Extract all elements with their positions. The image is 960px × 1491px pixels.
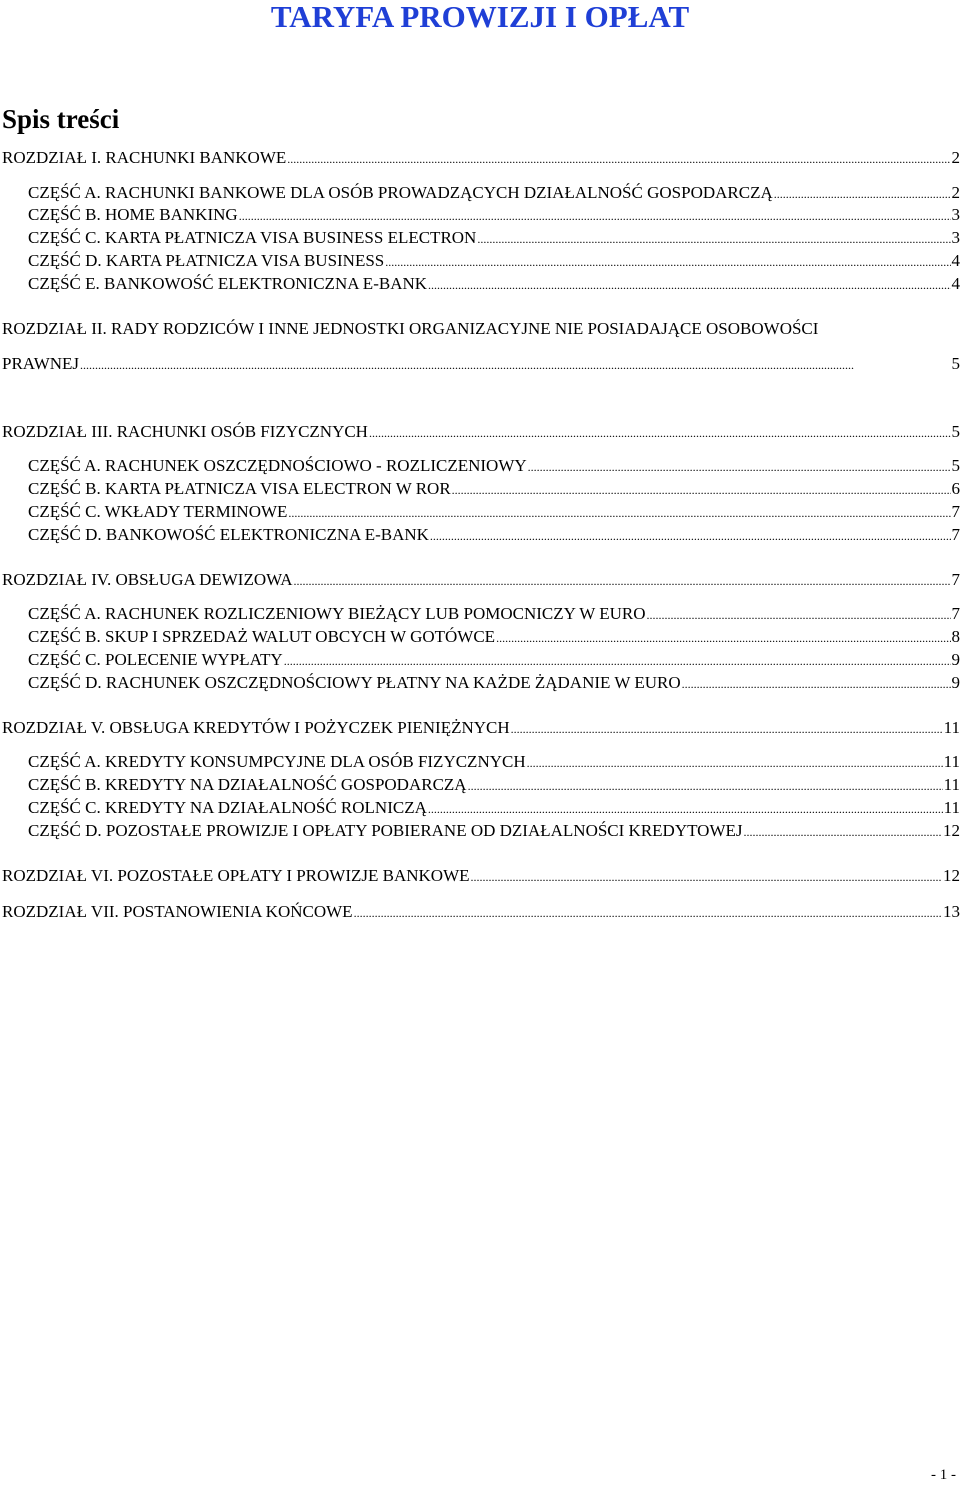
toc-entry-label: CZĘŚĆ B. SKUP I SPRZEDAŻ WALUT OBCYCH W GOTÓWCE — [28, 627, 496, 646]
toc-entry-label: CZĘŚĆ D. BANKOWOŚĆ ELEKTRONICZNA E-BANK — [28, 525, 429, 544]
toc-entry-label: ROZDZIAŁ VII. POSTANOWIENIA KOŃCOWE — [2, 902, 353, 921]
toc-leader-dots — [682, 673, 951, 694]
toc-entry-page: 5 — [951, 456, 960, 475]
toc-entry-page: 11 — [943, 752, 960, 771]
toc-leader-dots — [468, 775, 943, 796]
toc-entry-page: 11 — [943, 798, 960, 817]
toc-entry-page: 12 — [943, 866, 960, 885]
document-title: TARYFA PROWIZJI I OPŁAT — [270, 0, 690, 34]
toc-heading: Spis treści — [2, 104, 120, 134]
toc-entry-page: 4 — [951, 251, 960, 270]
toc-entry-rozdzial-2-line1[interactable]: ROZDZIAŁ II. RADY RODZICÓW I INNE JEDNOSTKI ORGANIZACYJNE NIE POSIADAJĄCE OSOBOWOŚCI — [2, 319, 819, 338]
toc-entry-label: CZĘŚĆ D. POZOSTAŁE PROWIZJE I OPŁATY POBIERANE OD DZIAŁALNOŚCI KREDYTOWEJ — [28, 821, 743, 840]
page-number: - 1 - — [931, 1467, 956, 1483]
toc-entry-r4-czesc-c[interactable] — [28, 650, 960, 671]
toc-entry-page: 3 — [951, 205, 960, 224]
toc-entry-r1-czesc-a[interactable] — [28, 183, 960, 204]
toc-entry-r5-czesc-a[interactable] — [28, 752, 960, 773]
toc-entry-label: CZĘŚĆ A. RACHUNEK OSZCZĘDNOŚCIOWO - ROZLICZENIOWY — [28, 456, 527, 475]
toc-leader-dots — [744, 821, 942, 842]
toc-entry-rozdzial-4[interactable] — [2, 570, 960, 591]
toc-entry-label: CZĘŚĆ D. KARTA PŁATNICZA VISA BUSINESS — [28, 251, 385, 270]
toc-entry-page: 13 — [943, 902, 960, 921]
toc-leader-dots — [294, 570, 951, 591]
toc-entry-rozdzial-5[interactable] — [2, 718, 960, 739]
toc-entry-label: PRAWNEJ — [2, 354, 80, 373]
toc-entry-page: 3 — [951, 228, 960, 247]
toc-entry-r5-czesc-b[interactable] — [28, 775, 960, 796]
toc-leader-dots — [284, 650, 951, 671]
toc-entry-label: CZĘŚĆ E. BANKOWOŚĆ ELEKTRONICZNA E-BANK — [28, 274, 428, 293]
toc-entry-label: CZĘŚĆ D. RACHUNEK OSZCZĘDNOŚCIOWY PŁATNY NA KAŻDE ŻĄDANIE W EURO — [28, 673, 681, 692]
toc-leader-dots — [528, 456, 951, 477]
toc-entry-page: 5 — [951, 422, 960, 441]
toc-entry-label: CZĘŚĆ B. HOME BANKING — [28, 205, 238, 224]
toc-entry-page: 6 — [951, 479, 960, 498]
toc-entry-page: 7 — [951, 502, 960, 521]
toc-entry-r5-czesc-d[interactable] — [28, 821, 960, 842]
toc-entry-label: CZĘŚĆ A. KREDYTY KONSUMPCYJNE DLA OSÓB FIZYCZNYCH — [28, 752, 526, 771]
toc-entry-label: CZĘŚĆ A. RACHUNEK ROZLICZENIOWY BIEŻĄCY LUB POMOCNICZY W EURO — [28, 604, 646, 623]
toc-entry-page: 7 — [951, 604, 960, 623]
toc-entry-page: 8 — [951, 627, 960, 646]
toc-entry-r3-czesc-c[interactable] — [28, 502, 960, 523]
toc-entry-page: 7 — [951, 570, 960, 589]
toc-entry-label: CZĘŚĆ A. RACHUNKI BANKOWE DLA OSÓB PROWADZĄCYCH DZIAŁALNOŚĆ GOSPODARCZĄ — [28, 183, 773, 202]
toc-entry-page: 12 — [943, 821, 960, 840]
toc-entry-label: CZĘŚĆ B. KREDYTY NA DZIAŁALNOŚĆ GOSPODARCZĄ — [28, 775, 467, 794]
toc-leader-dots — [471, 866, 942, 887]
toc-entry-r1-czesc-b[interactable] — [28, 205, 960, 226]
toc-leader-dots — [369, 422, 951, 443]
toc-entry-r4-czesc-b[interactable] — [28, 627, 960, 648]
toc-leader-dots — [647, 604, 951, 625]
toc-entry-r1-czesc-d[interactable] — [28, 251, 960, 272]
toc-leader-dots — [354, 902, 942, 923]
toc-entry-label: ROZDZIAŁ III. RACHUNKI OSÓB FIZYCZNYCH — [2, 422, 368, 441]
toc-entry-page: 11 — [943, 775, 960, 794]
toc-leader-dots — [477, 228, 950, 249]
toc-leader-dots — [496, 627, 950, 648]
toc-leader-dots — [288, 502, 950, 523]
toc-entry-label: ROZDZIAŁ VI. POZOSTAŁE OPŁATY I PROWIZJE BANKOWE — [2, 866, 470, 885]
toc-entry-page: 9 — [951, 650, 960, 669]
toc-entry-rozdzial-1[interactable] — [2, 148, 960, 169]
toc-leader-dots — [385, 251, 950, 272]
toc-leader-dots — [452, 479, 951, 500]
toc-leader-dots — [287, 148, 950, 169]
toc-entry-page: 2 — [951, 183, 960, 202]
toc-leader-dots — [80, 354, 950, 375]
toc-entry-r1-czesc-c[interactable] — [28, 228, 960, 249]
toc-entry-rozdzial-7[interactable] — [2, 902, 960, 923]
toc-entry-page: 2 — [951, 148, 960, 167]
toc-leader-dots — [430, 525, 951, 546]
toc-entry-rozdzial-6[interactable] — [2, 866, 960, 887]
toc-entry-label: CZĘŚĆ C. POLECENIE WYPŁATY — [28, 650, 283, 669]
toc-leader-dots — [239, 205, 951, 226]
toc-entry-rozdzial-2[interactable] — [2, 354, 960, 375]
toc-entry-label: CZĘŚĆ B. KARTA PŁATNICZA VISA ELECTRON W ROR — [28, 479, 451, 498]
toc-leader-dots — [774, 183, 951, 204]
toc-entry-rozdzial-3[interactable] — [2, 422, 960, 443]
toc-entry-label: ROZDZIAŁ V. OBSŁUGA KREDYTÓW I POŻYCZEK PIENIĘŻNYCH — [2, 718, 510, 737]
toc-entry-r1-czesc-e[interactable] — [28, 274, 960, 295]
toc-entry-page: 11 — [943, 718, 960, 737]
toc-entry-r3-czesc-b[interactable] — [28, 479, 960, 500]
toc-leader-dots — [428, 798, 943, 819]
toc-entry-page: 7 — [951, 525, 960, 544]
toc-entry-label: ROZDZIAŁ I. RACHUNKI BANKOWE — [2, 148, 287, 167]
toc-entry-r4-czesc-a[interactable] — [28, 604, 960, 625]
toc-entry-label: ROZDZIAŁ IV. OBSŁUGA DEWIZOWA — [2, 570, 293, 589]
toc-entry-label: CZĘŚĆ C. KARTA PŁATNICZA VISA BUSINESS ELECTRON — [28, 228, 477, 247]
toc-entry-page: 4 — [951, 274, 960, 293]
toc-entry-r4-czesc-d[interactable] — [28, 673, 960, 694]
toc-leader-dots — [428, 274, 950, 295]
toc-entry-label: CZĘŚĆ C. WKŁADY TERMINOWE — [28, 502, 288, 521]
toc-leader-dots — [511, 718, 943, 739]
toc-entry-label: CZĘŚĆ C. KREDYTY NA DZIAŁALNOŚĆ ROLNICZĄ — [28, 798, 427, 817]
toc-entry-page: 9 — [951, 673, 960, 692]
toc-leader-dots — [527, 752, 943, 773]
toc-entry-page: 5 — [951, 354, 960, 373]
toc-entry-r5-czesc-c[interactable] — [28, 798, 960, 819]
toc-entry-r3-czesc-a[interactable] — [28, 456, 960, 477]
toc-entry-r3-czesc-d[interactable] — [28, 525, 960, 546]
